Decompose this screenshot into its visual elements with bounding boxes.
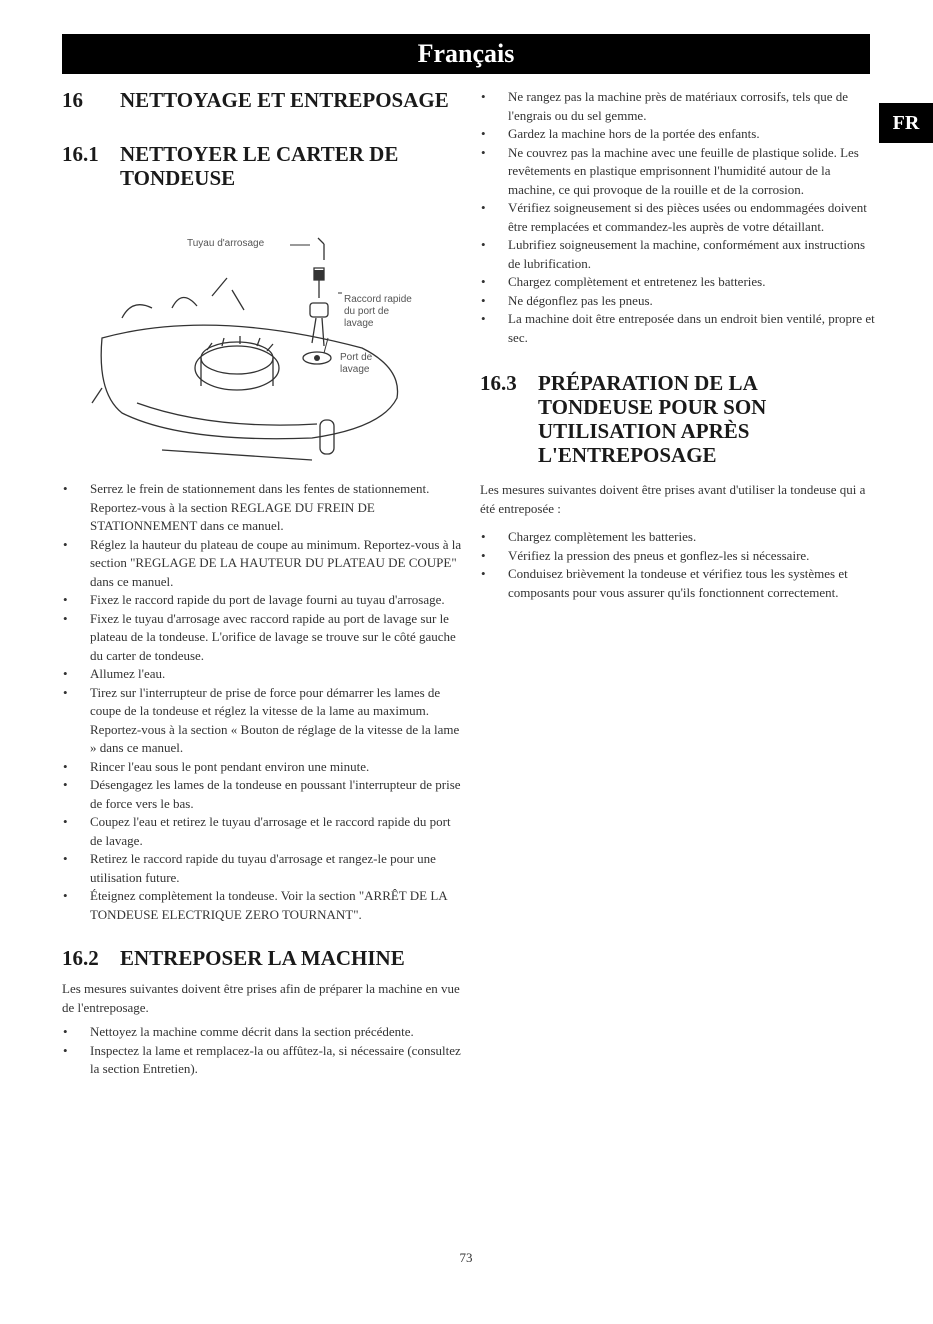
list-item: • Tirez sur l'interrupteur de prise de force pour démarrer les lames de coupe de la tondeuse et réglez la vitesse de la lame au maximum. Reportez-vous à la section « Bouton de réglage de la vitesse de la lame » dans ce manuel. bbox=[62, 684, 462, 758]
list-item: • Chargez complètement et entretenez les batteries. bbox=[480, 273, 875, 292]
post-storage-intro: Les mesures suivantes doivent être prises avant d'utiliser la tondeuse qui a été entreposée : bbox=[480, 482, 866, 516]
storage-steps bbox=[62, 1023, 462, 1079]
language-side-tab: FR bbox=[879, 103, 933, 143]
list-item: • Retirez le raccord rapide du tuyau d'arrosage et rangez-le pour une utilisation future. bbox=[62, 850, 462, 887]
list-item: • La machine doit être entreposée dans un endroit bien ventilé, propre et sec. bbox=[480, 310, 875, 347]
list-item: • Ne couvrez pas la machine avec une feuille de plastique solide. Les revêtements en plastique emprisonnent l'humidité autour de la machine, ce qui provoque de la rouille et de la corrosion. bbox=[480, 144, 875, 200]
list-item: • Désengagez les lames de la tondeuse en poussant l'interrupteur de prise de force vers le bas. bbox=[62, 776, 462, 813]
section-title: NETTOYER LE CARTER DE TONDEUSE bbox=[120, 142, 399, 190]
wash-port-label: Port de lavage bbox=[340, 352, 373, 375]
section-title: NETTOYAGE ET ENTREPOSAGE bbox=[120, 88, 449, 112]
list-item: • Lubrifiez soigneusement la machine, conformément aux instructions de lubrification. bbox=[480, 236, 875, 273]
post-storage-steps bbox=[480, 528, 875, 602]
hose-label: Tuyau d'arrosage bbox=[187, 238, 265, 249]
list-item: • Conduisez brièvement la tondeuse et vérifiez tous les systèmes et composants pour vous assurer qu'ils fonctionnent correctement. bbox=[480, 565, 875, 602]
list-item: • Fixez le raccord rapide du port de lavage fourni au tuyau d'arrosage. bbox=[62, 591, 462, 610]
right-column bbox=[480, 88, 875, 602]
list-item: • Vérifiez la pression des pneus et gonflez-les si nécessaire. bbox=[480, 547, 875, 566]
list-item: • Nettoyez la machine comme décrit dans la section précédente. bbox=[62, 1023, 462, 1042]
section-16-2-heading bbox=[62, 946, 462, 970]
list-item: • Réglez la hauteur du plateau de coupe au minimum. Reportez-vous à la section "REGLAGE DE LA HAUTEUR DU PLATEAU DE COUPE" dans ce manuel. bbox=[62, 536, 462, 592]
list-item: • Ne rangez pas la machine près de matériaux corrosifs, tels que de l'engrais ou du sel gemme. bbox=[480, 88, 875, 125]
section-title: ENTREPOSER LA MACHINE bbox=[120, 946, 405, 970]
section-16-3-heading bbox=[480, 371, 875, 467]
list-item: • Coupez l'eau et retirez le tuyau d'arrosage et le raccord rapide du port de lavage. bbox=[62, 813, 462, 850]
list-item: • Gardez la machine hors de la portée des enfants. bbox=[480, 125, 875, 144]
deck-wash-illustration bbox=[62, 198, 462, 468]
section-number: 16.3 bbox=[480, 371, 517, 395]
language-banner: Français bbox=[62, 34, 870, 74]
list-item: • Fixez le tuyau d'arrosage avec raccord rapide au port de lavage sur le plateau de la tondeuse. L'orifice de lavage se trouve sur le côté gauche du carter de tondeuse. bbox=[62, 610, 462, 666]
list-item: • Rincer l'eau sous le pont pendant environ une minute. bbox=[62, 758, 462, 777]
left-column bbox=[62, 88, 462, 1079]
list-item: • Inspectez la lame et remplacez-la ou affûtez-la, si nécessaire (consultez la section Entretien). bbox=[62, 1042, 462, 1079]
list-item: • Vérifiez soigneusement si des pièces usées ou endommagées doivent être remplacées et commandez-les auprès de votre détaillant. bbox=[480, 199, 875, 236]
list-item: • Ne dégonflez pas les pneus. bbox=[480, 292, 875, 311]
storage-intro: Les mesures suivantes doivent être prises afin de préparer la machine en vue de l'entreposage. bbox=[62, 981, 460, 1015]
list-item: • Serrez le frein de stationnement dans les fentes de stationnement. Reportez-vous à la section REGLAGE DU FREIN DE STATIONNEMENT dans ce manuel. bbox=[62, 480, 462, 536]
list-item: • Chargez complètement les batteries. bbox=[480, 528, 875, 547]
storage-steps-continued bbox=[480, 88, 875, 347]
section-number: 16.2 bbox=[62, 946, 99, 970]
coupler-label: Raccord rapide du port de lavage bbox=[344, 294, 412, 329]
list-item: • Allumez l'eau. bbox=[62, 665, 462, 684]
deck-cleaning-steps bbox=[62, 480, 462, 924]
page-number: 73 bbox=[459, 1250, 473, 1265]
section-16-heading bbox=[62, 88, 462, 112]
section-number: 16 bbox=[62, 88, 83, 112]
section-number: 16.1 bbox=[62, 142, 99, 166]
section-title: PRÉPARATION DE LA TONDEUSE POUR SON UTILISATION APRÈS L'ENTREPOSAGE bbox=[538, 371, 767, 467]
section-16-1-heading bbox=[62, 142, 462, 190]
list-item: • Éteignez complètement la tondeuse. Voir la section "ARRÊT DE LA TONDEUSE ELECTRIQUE ZERO TOURNANT". bbox=[62, 887, 462, 924]
